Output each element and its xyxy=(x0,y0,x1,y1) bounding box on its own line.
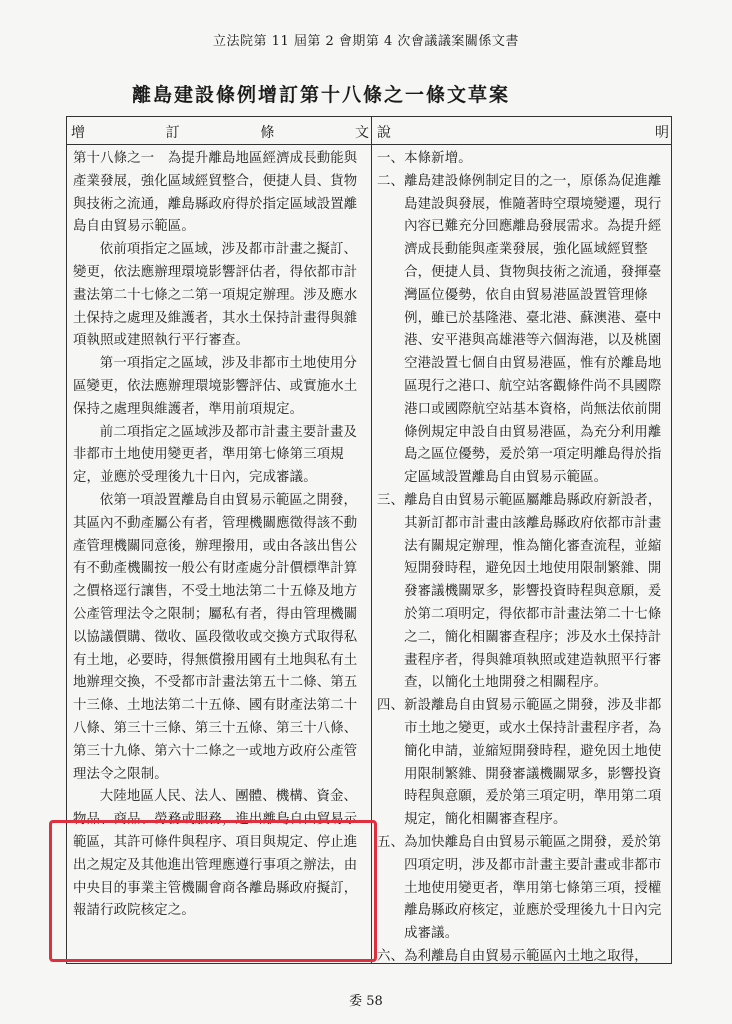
item-number: 一、 xyxy=(377,151,405,166)
header-char: 增 xyxy=(71,125,85,141)
header-char: 明 xyxy=(655,125,669,141)
header-char: 說 xyxy=(377,125,391,141)
item-text: 為利離島自由貿易示範區內土地之取得， xyxy=(404,948,648,964)
item-text: 離島自由貿易示範區屬離島縣政府新設者，其新訂都市計畫由該離島縣政府依都市計畫法有關規定辦理，惟為簡化審查流程，並縮短開發時程，避免因土地使用限制繁雜、開發審議機關眾多，影響投資時程與意願，爰於第二項明定，得依都市計畫法第二十七條之二，簡化相關審查程序；涉及水土保持計畫程序者，得與雜項執照或建造執照平行審查，以簡化土地開發之相關程序。 xyxy=(404,492,662,691)
item-number: 二、 xyxy=(377,173,405,189)
item-number: 三、 xyxy=(377,492,405,508)
amended-text-column xyxy=(73,148,367,923)
article-paragraph: 前二項指定之區域涉及都市計畫主要計畫及非都市土地使用變更者，準用第七條第三項規定，並應於受理後九十日內，完成審議。 xyxy=(73,424,358,486)
header-char: 文 xyxy=(354,125,369,141)
explanation-column xyxy=(377,148,669,969)
table-header-row xyxy=(67,117,671,145)
item-text: 離島建設條例制定目的之一，原係為促進離島建設與發展，惟隨著時空環境變遷，現行內容已難充分回應離島發展需求。為提升經濟成長動能與產業發展，強化區域經貿整合，便捷人員、貨物與技術之流通，發揮臺灣區位優勢，依自由貿易港區設置管理條例，雖已於基隆港、臺北港、蘇澳港、臺中港、安平港與高雄港等六個海港，以及桃園空港設置七個自由貿易港區，惟有於離島地區現行之港口、航空站客觀條件尚不具國際港口或國際航空站基本資格，尚無法依前開條例規定申設自由貿易港區，為充分利用離島之區位優勢，爰於第一項定明離島得於指定區域設置離島自由貿易示範區。 xyxy=(404,173,662,486)
header-char: 訂 xyxy=(165,125,180,141)
article-paragraph-highlighted: 大陸地區人民、法人、團體、機構、資金、物品、商品、勞務或服務，進出離島自由貿易示範區，其許可條件與程序、項目與規定、停止進出之規定及其他進出管理應遵行事項之辦法，由中央目的事業主管機關會商各離島縣政府擬訂，報請行政院核定之。 xyxy=(73,789,358,919)
header-amended-text xyxy=(71,122,369,142)
article-paragraph: 第十八條之一 為提升離島地區經濟成長動能與產業發展，強化區域經貿整合，便捷人員、貨物與技術之流通，離島縣政府得於指定區域設置離島自由貿易示範區。 xyxy=(73,151,358,235)
red-highlight-box xyxy=(49,820,377,962)
article-paragraph: 第一項指定之區域，涉及非都市土地使用分區變更，依法應辦理環境影響評估、或實施水土保持之處理與維護者，準用前項規定。 xyxy=(73,356,358,417)
header-char: 條 xyxy=(260,125,275,141)
running-header: 立法院第 11 屆第 2 會期第 4 次會議議案關係文書 xyxy=(213,34,519,49)
item-text: 新設離島自由貿易示範區之開發，涉及非都市土地之變更，或水土保持計畫程序者，為簡化申請，並縮短開發時程，避免因土地使用限制繁雜、開發審議機關眾多，影響投資時程與意願，爰於第三項定明，準用第二項規定，簡化相關審查程序。 xyxy=(404,698,662,828)
explanation-item xyxy=(377,171,669,490)
item-number: 四、 xyxy=(377,698,405,714)
explanation-item xyxy=(377,695,669,832)
page-number: 委 58 xyxy=(349,994,383,1009)
header-explanation xyxy=(377,122,669,142)
item-number: 六、 xyxy=(377,948,405,964)
document-title: 離島建設條例增訂第十八條之一條文草案 xyxy=(132,84,511,106)
item-text: 本條新增。 xyxy=(404,151,472,166)
article-paragraph: 依第一項設置離島自由貿易示範區之開發，其區內不動產屬公有者，管理機關應徵得該不動產管理機關同意後，辦理撥用，或由各該出售公有不動產機關按一般公有財產處分計價標準計算之價格逕行讓售，不受土地法第二十五條及地方公產管理法令之限制；屬私有者，得由管理機關以協議價購、徵收、區段徵收或交換方式取得私有土地，必要時，得無償撥用國有土地與私有土地辦理交換，不受都市計畫法第五十二條、第五十三條、土地法第二十五條、國有財產法第二十八條、第三十三條、第三十五條、第三十八條、第三十九條、第六十二條之一或地方政府公產管理法令之限制。 xyxy=(73,492,358,782)
article-paragraph: 依前項指定之區域，涉及都市計畫之擬訂、變更，依法應辦理環境影響評估者，得依都市計畫法第二十七條之二第一項規定辦理。涉及應水土保持之處理及維護者，其水土保持計畫得與雜項執照或建照執行平行審查。 xyxy=(73,242,358,349)
explanation-item xyxy=(377,490,669,695)
explanation-item xyxy=(377,148,669,171)
explanation-item xyxy=(377,832,669,946)
item-text: 為加快離島自由貿易示範區之開發，爰於第四項定明，涉及都市計畫主要計畫或非都市土地使用變更者，準用第七條第三項，授權離島縣政府核定，並應於受理後九十日內完成審議。 xyxy=(404,834,662,942)
explanation-item xyxy=(377,946,669,969)
item-number: 五、 xyxy=(377,834,405,850)
